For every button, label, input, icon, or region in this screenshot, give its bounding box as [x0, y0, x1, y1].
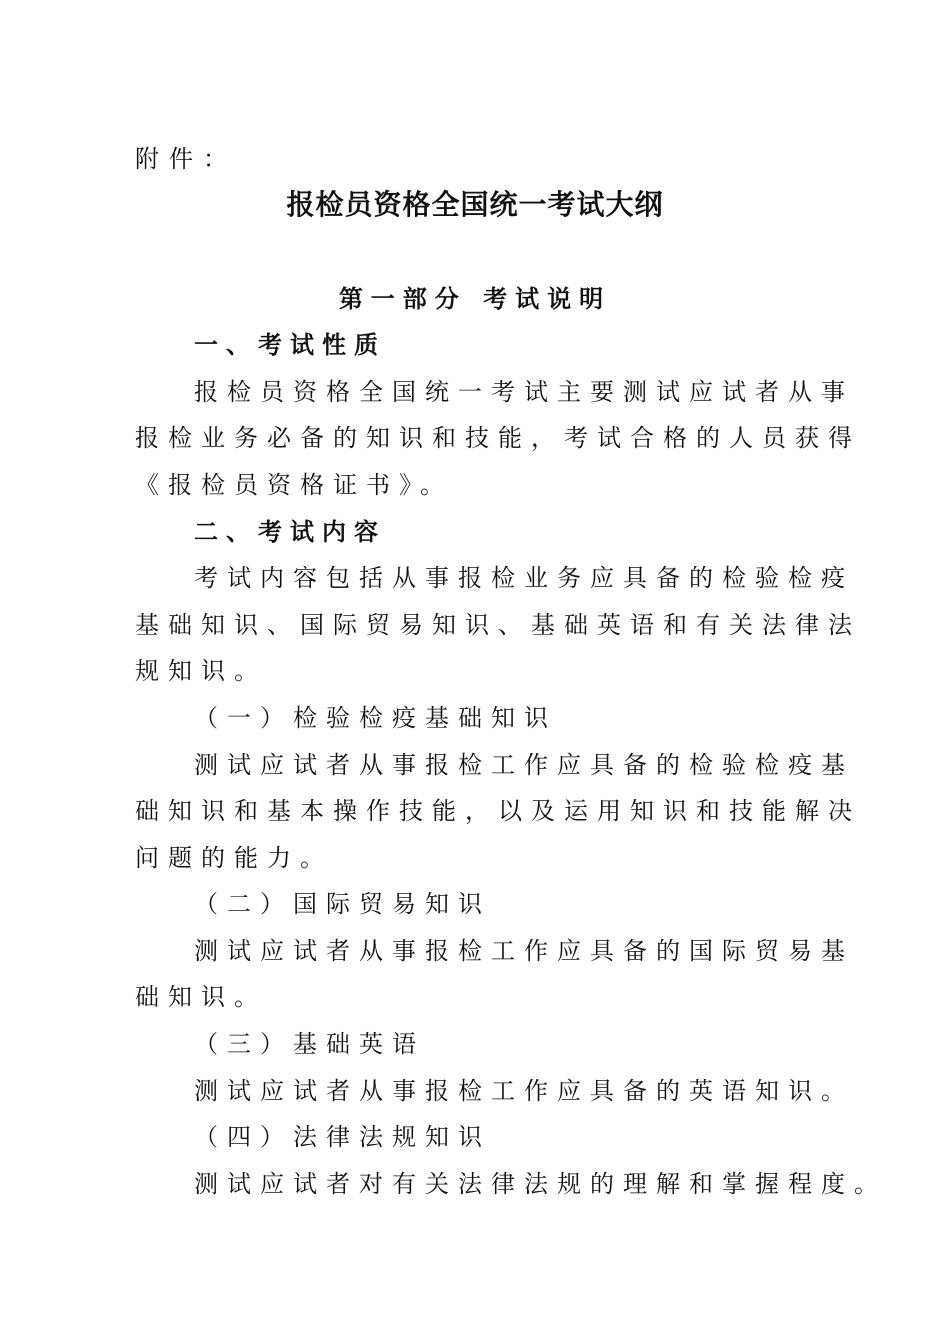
paragraph-line: 基础知识、国际贸易知识、基础英语和有关法律法 [135, 611, 861, 639]
paragraph-line: 测试应试者从事报检工作应具备的国际贸易基 [194, 937, 854, 965]
paragraph-line: 测试应试者从事报检工作应具备的英语知识。 [194, 1077, 854, 1105]
paragraph-line: 础知识和基本操作技能，以及运用知识和技能解决 [135, 797, 861, 825]
paragraph-line: 础知识。 [135, 983, 267, 1011]
paragraph-line: 测试应试者从事报检工作应具备的检验检疫基 [194, 751, 854, 779]
part-title: 第一部分 考试说明 [338, 285, 612, 313]
document-title: 报检员资格全国统一考试大纲 [286, 188, 664, 221]
paragraph-line: 测试应试者对有关法律法规的理解和掌握程度。 [194, 1170, 887, 1198]
paragraph-line: 报检员资格全国统一考试主要测试应试者从事 [194, 378, 854, 406]
subsection-heading-law: （四）法律法规知识 [194, 1123, 491, 1151]
paragraph-line: 考试内容包括从事报检业务应具备的检验检疫 [194, 564, 854, 592]
paragraph-line: 规知识。 [135, 657, 267, 685]
subsection-heading-english: （三）基础英语 [194, 1030, 425, 1058]
section-heading-exam-content: 二、考试内容 [194, 518, 386, 546]
attachment-label: 附件： [135, 145, 237, 173]
section-heading-exam-nature: 一、考试性质 [194, 331, 386, 359]
paragraph-line: 问题的能力。 [135, 844, 333, 872]
subsection-heading-inspection: （一）检验检疫基础知识 [194, 704, 557, 732]
paragraph-line: 《报检员资格证书》。 [135, 471, 453, 499]
subsection-heading-trade: （二）国际贸易知识 [194, 890, 491, 918]
paragraph-line: 报检业务必备的知识和技能，考试合格的人员获得 [135, 424, 861, 452]
